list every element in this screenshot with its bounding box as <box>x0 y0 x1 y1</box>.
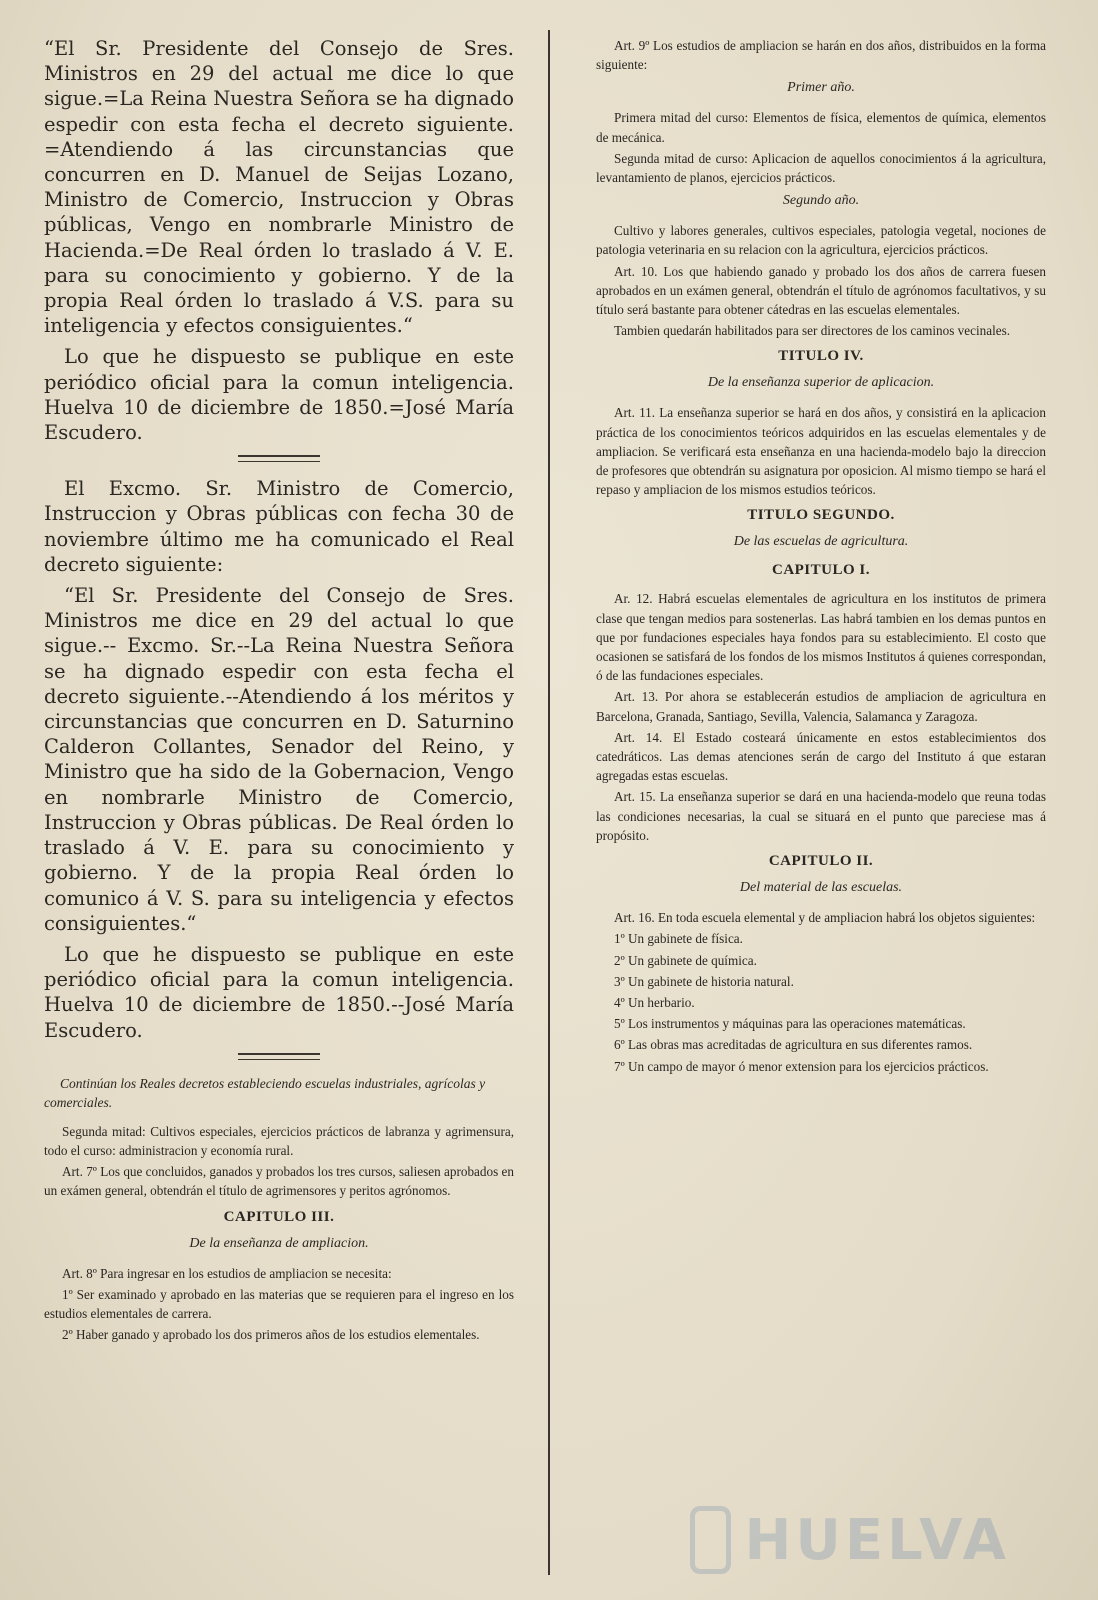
article-8-item-2: 2º Haber ganado y aprobado los dos primeros años de los estudios elementales. <box>62 1327 480 1343</box>
decree-text-1: “El Sr. Presidente del Consejo de Sres. Ministros en 29 del actual me dice lo que sigue.=La Reina Nuestra Señora se ha dignado espedir con esta fecha el decreto siguiente. =Atendiendo á las circunstancias que concurren en D. Manuel de Seijas Lozano, Ministro de Comercio, Instruccion y Obras públicas, Vengo en nombrarle Ministro de Hacienda.=De Real órden lo traslado á V. E. para su conocimiento y gobierno. Y de la propia Real órden lo traslado á V.S. para su inteligencia y efectos consiguientes.“ <box>44 37 514 338</box>
first-year-second-half: Segunda mitad de curso: Aplicacion de aquellos conocimientos á la agricultura, levantamiento de planos, ejercicios prácticos. <box>596 150 1046 186</box>
article-9: Art. 9º Los estudios de ampliacion se harán en dos años, distribuidos en la forma siguiente: <box>596 38 1046 73</box>
article-16-item: 6º Las obras mas acreditadas de agricultura en sus diferentes ramos. <box>614 1037 973 1053</box>
article-16-item: 5º Los instrumentos y máquinas para las operaciones matemáticas. <box>614 1016 966 1032</box>
titulo-segundo-heading: TITULO SEGUNDO. <box>747 507 895 524</box>
article-10: Art. 10. Los que habiendo ganado y probado los dos años de carrera fuesen aprobados en un exámen general, obtendrán el título de agrónomos facultativos, y su título será bastante para obtener cátedras en las escuelas elementales. <box>596 263 1046 318</box>
section-rule-2 <box>238 1053 320 1060</box>
article-10-directors: Tambien quedarán habilitados para ser directores de los caminos vecinales. <box>614 323 1011 339</box>
titulo-segundo-subtitle: De las escuelas de agricultura. <box>733 534 909 550</box>
capitulo-ii-subtitle: Del material de las escuelas. <box>739 880 903 896</box>
article-8: Art. 8º Para ingresar en los estudios de ampliacion se necesita: <box>62 1265 392 1281</box>
article-16-item: 3º Un gabinete de historia natural. <box>614 973 794 989</box>
publication-note-2: Lo que he dispuesto se publique en este periódico oficial para la comun inteligencia. Huelva 10 de diciembre de 1850.--José María Escudero. <box>44 942 514 1042</box>
first-year-first-half: Primera mitad del curso: Elementos de física, elementos de química, elementos de mecánica. <box>596 110 1046 145</box>
decrees-continue-intro: Continúan los Reales decretos estableciendo escuelas industriales, agrícolas y comerciales. <box>44 1075 486 1110</box>
article-16-item: 1º Un gabinete de física. <box>614 931 743 947</box>
article-16: Art. 16. En toda escuela elemental y de ampliacion habrá los objetos siguientes: <box>614 910 1036 926</box>
article-15: Art. 15. La enseñanza superior se dará en una hacienda-modelo que reuna todas las condiciones necesarias, la cual se situará en el punto que pareciese mas á propósito. <box>596 789 1046 843</box>
decree-text-2: “El Sr. Presidente del Consejo de Sres. Ministros me dice en 29 del actual lo que sigue.-- Excmo. Sr.--La Reina Nuestra Señora se ha dignado espedir con esta fecha el decreto siguiente.--Atendiendo á los méritos y circunstancias que concurren en D. Saturnino Calderon Collantes, Senador del Reino, y Ministro que ha sido de la Gobernacion, Vengo en nombrarle Ministro de Comercio, Instruccion y Obras públicas. De Real órden lo traslado á V. E. para su conocimiento y gobierno. Y de la propia Real órden lo comunico á V. S. para su inteligencia y efectos consiguientes.“ <box>44 584 514 935</box>
archive-seal-icon <box>690 1506 731 1574</box>
second-year-content: Cultivo y labores generales, cultivos especiales, patologia vegetal, nociones de patologia veterinaria en su relacion con la agricultura, ejercicios prácticos. <box>596 223 1046 258</box>
titulo-iv-heading: TITULO IV. <box>778 348 864 365</box>
paragraph-second-half: Segunda mitad: Cultivos especiales, ejercicios prácticos de labranza y agrimensura, todo el curso: administracion y economía rural. <box>44 1123 514 1158</box>
publication-note-1: Lo que he dispuesto se publique en este periódico oficial para la comun inteligencia. Huelva 10 de diciembre de 1850.=José María Escudero. <box>44 345 514 445</box>
archive-watermark <box>690 1500 1010 1580</box>
decree-intro-2: El Excmo. Sr. Ministro de Comercio, Instruccion y Obras públicas con fecha 30 de noviembre último me ha comunicado el Real decreto siguiente: <box>44 477 514 576</box>
column-divider <box>548 30 550 1575</box>
watermark-text: HUELVA <box>744 1507 1010 1573</box>
chapter-iii-subtitle: De la enseñanza de ampliacion. <box>189 1235 369 1251</box>
titulo-iv-subtitle: De la enseñanza superior de aplicacion. <box>707 375 935 391</box>
left-column <box>44 36 514 1344</box>
article-16-item: 2º Un gabinete de química. <box>614 952 757 968</box>
right-column <box>596 36 1046 1076</box>
section-rule-1 <box>238 455 320 462</box>
article-16-item: 7º Un campo de mayor ó menor extension para los ejercicios prácticos. <box>614 1058 989 1074</box>
first-year-heading: Primer año. <box>787 80 855 96</box>
capitulo-ii-heading: CAPITULO II. <box>768 853 874 870</box>
article-14: Art. 14. El Estado costeará únicamente en estos establecimientos dos catedráticos. Las demas atenciones serán de cargo del Instituto á que estaran agregadas estas escuelas. <box>596 729 1046 784</box>
article-8-item-1: 1º Ser examinado y aprobado en las materias que se requieren para el ingreso en los estudios elementales de carrera. <box>44 1286 514 1321</box>
article-13: Art. 13. Por ahora se establecerán estudios de ampliacion de agricultura en Barcelona, Granada, Santiago, Sevilla, Valencia, Salamanca y Zaragoza. <box>596 689 1046 724</box>
article-16-item: 4º Un herbario. <box>614 994 695 1010</box>
second-year-heading: Segundo año. <box>782 193 860 209</box>
article-11: Art. 11. La enseñanza superior se hará en dos años, y consistirá en la aplicacion práctica de los conocimientos teóricos adquiridos en las escuelas elementales y de ampliacion. Se verificará esta enseñanza en una hacienda-modelo bajo la direccion de profesores que obtendrán su asignatura por oposicion. Al mismo tiempo se hará el repaso y ampliacion de los mismos estudios teóricos. <box>596 405 1046 498</box>
article-7: Art. 7º Los que concluidos, ganados y probados los tres cursos, saliesen aprobados en un exámen general, obtendrán el título de agrimensores y peritos agrónomos. <box>44 1164 514 1199</box>
capitulo-i-heading: CAPITULO I. <box>771 562 870 579</box>
chapter-iii-heading: CAPITULO III. <box>223 1208 335 1225</box>
article-12: Ar. 12. Habrá escuelas elementales de agricultura en los institutos de primera clase que tengan medios para sostenerlas. Las habrá tambien en los demas puntos en que por fundaciones especiales haya fondos para su establecimiento. El costo que ocasionen se satisfará de los fondos de los mismos Institutos á quienes correspondan, ó de las fundaciones especiales. <box>596 591 1046 684</box>
